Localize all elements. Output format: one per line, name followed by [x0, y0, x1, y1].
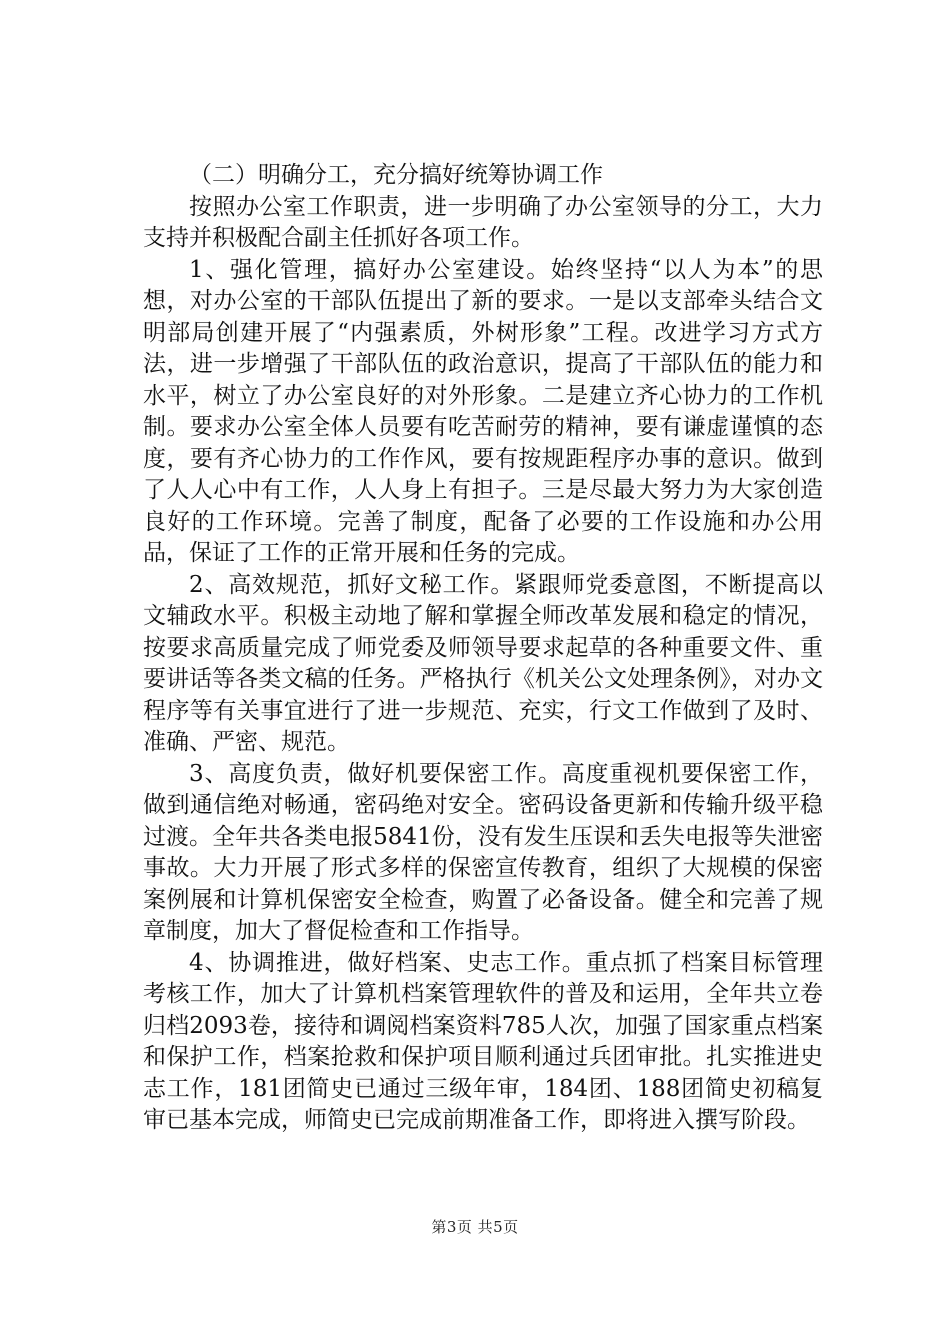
section-heading: （二）明确分工，充分搞好统筹协调工作: [189, 162, 603, 188]
paragraph: 按照办公室工作职责，进一步明确了办公室领导的分工，大力支持并积极配合副主任抓好各项工作。: [143, 193, 823, 251]
paragraph: 2、高效规范，抓好文秘工作。紧跟师党委意图，不断提高以文辅政水平。积极主动地了解和掌握全师改革发展和稳定的情况，按要求高质量完成了师党委及师领导要求起草的各种重要文件、重要讲话等各类文稿的任务。严格执行《机关公文处理条例》，对办文程序等有关事宜进行了进一步规范、充实，行文工作做到了及时、准确、严密、规范。: [143, 571, 823, 755]
paragraph: 3、高度负责，做好机要保密工作。高度重视机要保密工作，做到通信绝对畅通，密码绝对安全。密码设备更新和传输升级平稳过渡。全年共各类电报5841份，没有发生压误和丢失电报等失泄密事故。大力开展了形式多样的保密宣传教育，组织了大规模的保密案例展和计算机保密安全检查，购置了必备设备。健全和完善了规章制度，加大了督促检查和工作指导。: [143, 760, 823, 944]
paragraph: 1、强化管理，搞好办公室建设。始终坚持“以人为本”的思想，对办公室的干部队伍提出了新的要求。一是以支部牵头结合文明部局创建开展了“内强素质，外树形象”工程。改进学习方式方法，进一步增强了干部队伍的政治意识，提高了干部队伍的能力和水平，树立了办公室良好的对外形象。二是建立齐心协力的工作机制。要求办公室全体人员要有吃苦耐劳的精神，要有谦虚谨慎的态度，要有齐心协力的工作作风，要有按规距程序办事的意识。做到了人人心中有工作，人人身上有担子。三是尽最大努力为大家创造良好的工作环境。完善了制度，配备了必要的工作设施和办公用品，保证了工作的正常开展和任务的完成。: [143, 256, 823, 566]
page-number-footer: 第3页 共5页: [431, 1218, 519, 1236]
document-body: [143, 160, 823, 1137]
paragraph: 4、协调推进，做好档案、史志工作。重点抓了档案目标管理考核工作，加大了计算机档案管理软件的普及和运用，全年共立卷归档2093卷，接待和调阅档案资料785人次，加强了国家重点档案和保护工作，档案抢救和保护项目顺利通过兵团审批。扎实推进史志工作，181团简史已通过三级年审，184团、188团简史初稿复审已基本完成，师简史已完成前期准备工作，即将进入撰写阶段。: [143, 949, 823, 1133]
